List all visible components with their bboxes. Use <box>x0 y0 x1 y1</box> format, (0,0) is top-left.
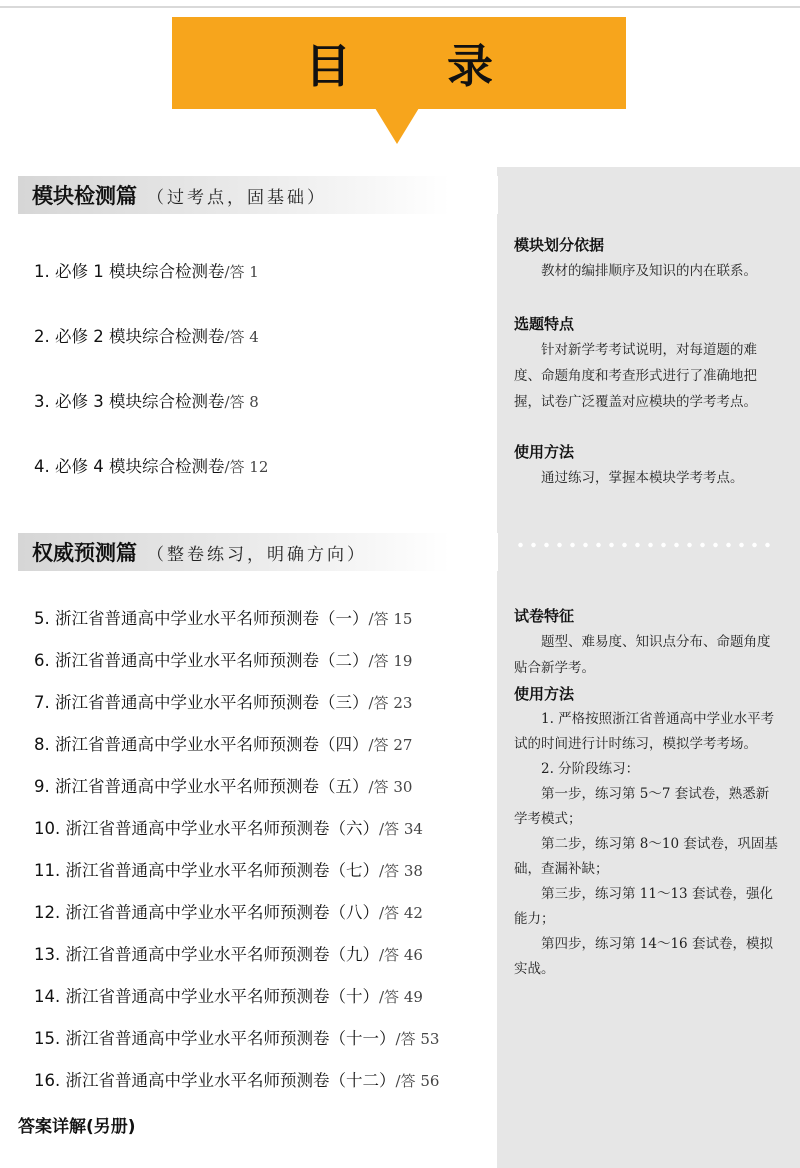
sidebar-text: 教材的编排顺序及知识的内在联系。 <box>541 263 757 279</box>
toc-item-page: /答 4 <box>224 328 259 346</box>
toc-item-page: /答 46 <box>379 946 423 964</box>
toc-item-page: /答 30 <box>368 778 413 796</box>
toc-item-label: 12. 浙江省普通高中学业水平名师预测卷（八） <box>34 903 379 922</box>
sidebar-heading: 模块划分依据 <box>514 236 605 254</box>
toc-item-page: /答 34 <box>379 820 423 838</box>
sidebar-text: 第三步，练习第 11～13 套试卷，强化能力； <box>514 886 773 927</box>
toc-item-label: 5. 浙江省普通高中学业水平名师预测卷（一） <box>34 609 369 628</box>
section-header-module <box>18 176 498 214</box>
toc-item[interactable] <box>34 941 423 965</box>
sidebar-text: 针对新学考考试说明，对每道题的难度、命题角度和考查形式进行了准确地把握，试卷广泛覆盖对应模块的学考考点。 <box>514 342 757 410</box>
toc-item[interactable] <box>34 899 423 923</box>
title-arrow <box>375 108 419 144</box>
toc-item-page: /答 15 <box>368 610 413 628</box>
sidebar-selection <box>514 313 780 415</box>
toc-item-label: 13. 浙江省普通高中学业水平名师预测卷（九） <box>34 945 379 964</box>
toc-item-label: 9. 浙江省普通高中学业水平名师预测卷（五） <box>34 777 369 796</box>
sidebar-heading: 选题特点 <box>514 315 575 333</box>
toc-item[interactable] <box>34 323 259 347</box>
toc-item-page: /答 19 <box>368 652 413 670</box>
sidebar-text: 通过练习，掌握本模块学考考点。 <box>541 470 744 486</box>
toc-item-label: 1. 必修 1 模块综合检测卷 <box>34 262 225 281</box>
toc-item[interactable] <box>34 983 423 1007</box>
sidebar-text: 第二步，练习第 8～10 套试卷，巩固基础，查漏补缺； <box>514 836 778 877</box>
sidebar-usage-2 <box>514 683 780 982</box>
sidebar-heading: 使用方法 <box>514 443 575 461</box>
toc-item-page: /答 49 <box>379 988 423 1006</box>
sidebar-text: 第一步，练习第 5～7 套试卷，熟悉新学考模式； <box>514 786 770 827</box>
toc-item-page: /答 23 <box>368 694 413 712</box>
toc-item-page: /答 1 <box>224 263 259 281</box>
toc-item-label: 2. 必修 2 模块综合检测卷 <box>34 327 225 346</box>
toc-item[interactable] <box>34 689 412 713</box>
sidebar-text: 1. 严格按照浙江省普通高中学业水平考试的时间进行计时练习，模拟学考考场。 <box>514 711 775 752</box>
toc-item-page: /答 38 <box>379 862 423 880</box>
dotted-divider <box>514 541 776 549</box>
toc-item-label: 7. 浙江省普通高中学业水平名师预测卷（三） <box>34 693 369 712</box>
toc-item-page: /答 8 <box>224 393 259 411</box>
toc-item[interactable] <box>34 605 412 629</box>
page-title: 目 录 <box>304 39 533 93</box>
section-title: 权威预测篇 <box>32 541 137 565</box>
sidebar-usage-1 <box>514 441 780 491</box>
toc-item[interactable] <box>34 1067 439 1091</box>
toc-item[interactable] <box>34 388 259 412</box>
answers-note: 答案详解(另册) <box>18 1117 136 1137</box>
toc-item[interactable] <box>34 453 268 477</box>
toc-item-label: 4. 必修 4 模块综合检测卷 <box>34 457 225 476</box>
toc-item-page: /答 56 <box>395 1072 440 1090</box>
sidebar-module-basis <box>514 234 780 284</box>
sidebar-heading: 使用方法 <box>514 685 575 703</box>
toc-item-label: 16. 浙江省普通高中学业水平名师预测卷（十二） <box>34 1071 396 1090</box>
toc-item-page: /答 27 <box>368 736 413 754</box>
toc-item-page: /答 42 <box>379 904 423 922</box>
toc-item[interactable] <box>34 647 412 671</box>
toc-item-page: /答 53 <box>395 1030 440 1048</box>
toc-item[interactable] <box>34 1025 439 1049</box>
toc-item-label: 15. 浙江省普通高中学业水平名师预测卷（十一） <box>34 1029 396 1048</box>
toc-item[interactable] <box>34 731 412 755</box>
sidebar-text: 第四步，练习第 14～16 套试卷，模拟实战。 <box>514 936 773 977</box>
toc-item-label: 6. 浙江省普通高中学业水平名师预测卷（二） <box>34 651 369 670</box>
sidebar-heading: 试卷特征 <box>514 607 575 625</box>
top-rule <box>0 6 800 8</box>
title-banner <box>172 17 626 109</box>
sidebar-paper-features <box>514 605 780 681</box>
toc-item-label: 14. 浙江省普通高中学业水平名师预测卷（十） <box>34 987 379 1006</box>
toc-item-label: 10. 浙江省普通高中学业水平名师预测卷（六） <box>34 819 379 838</box>
toc-item[interactable] <box>34 815 423 839</box>
section-subtitle: （过考点，固基础） <box>147 187 327 208</box>
toc-item-label: 8. 浙江省普通高中学业水平名师预测卷（四） <box>34 735 369 754</box>
toc-item-label: 3. 必修 3 模块综合检测卷 <box>34 392 225 411</box>
section-subtitle: （整卷练习，明确方向） <box>147 544 367 565</box>
section-header-prediction <box>18 533 498 571</box>
toc-item[interactable] <box>34 857 423 881</box>
sidebar-text: 题型、难易度、知识点分布、命题角度贴合新学考。 <box>514 634 771 676</box>
section-title: 模块检测篇 <box>32 184 137 208</box>
toc-item-page: /答 12 <box>224 458 269 476</box>
toc-item[interactable] <box>34 773 412 797</box>
sidebar-text: 2. 分阶段练习： <box>541 761 640 777</box>
toc-item-label: 11. 浙江省普通高中学业水平名师预测卷（七） <box>34 861 379 880</box>
toc-item[interactable] <box>34 258 259 282</box>
